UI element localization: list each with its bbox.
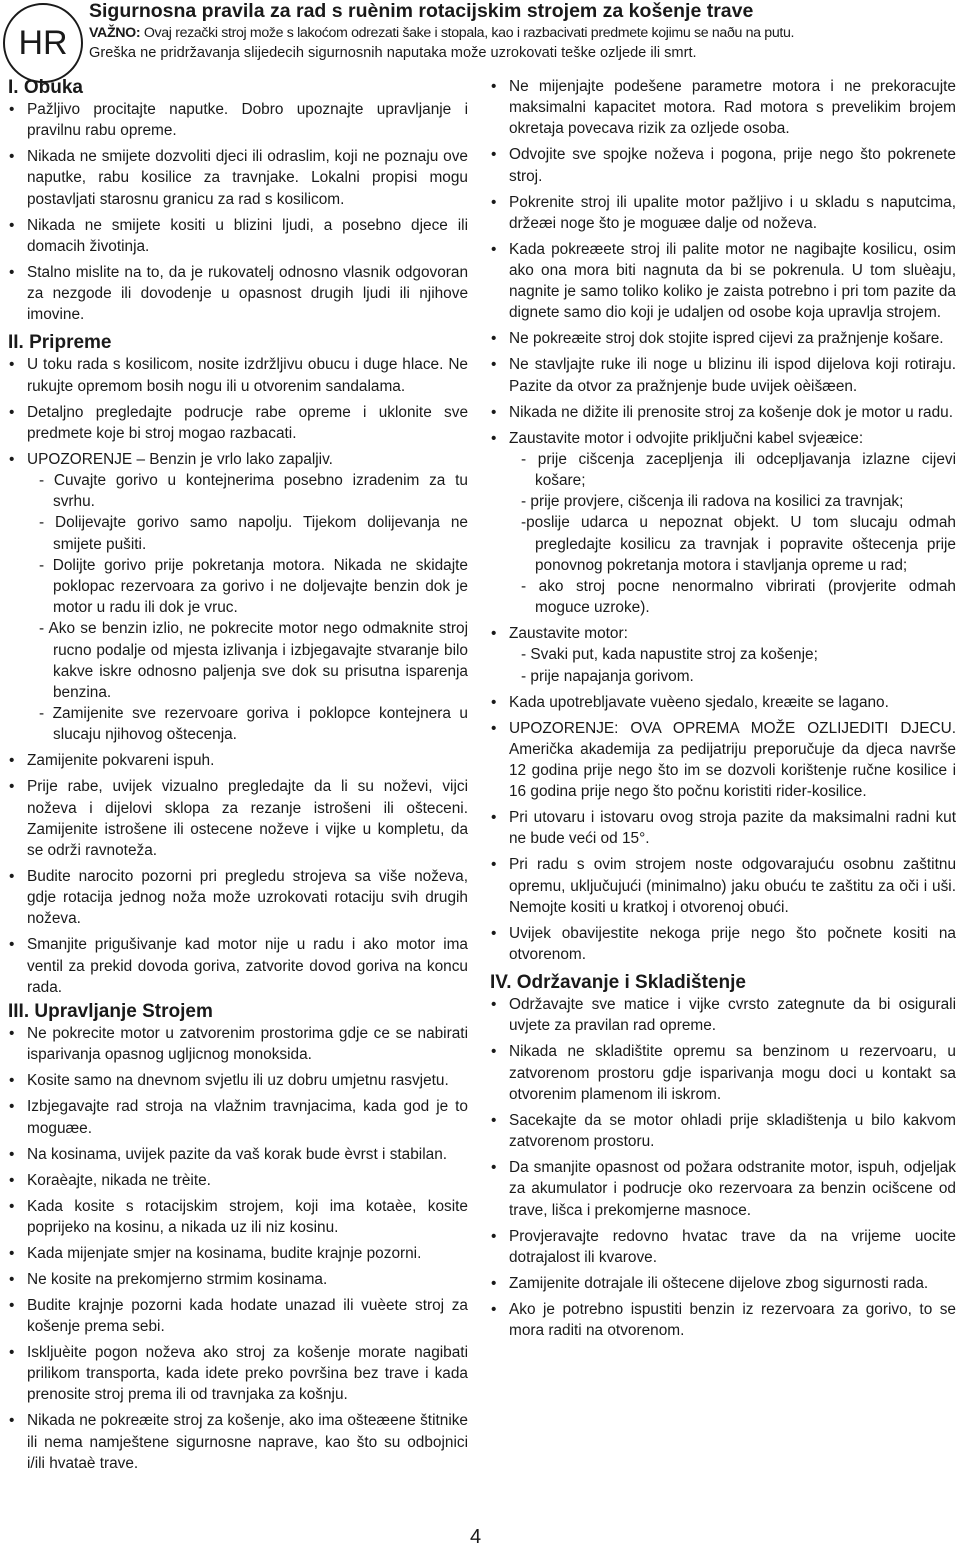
list-item: • Kada kosite s rotacijskim strojem, koji ima kotaèe, kosite poprijeko na kosinu, a nikada uz ili niz kosinu. (8, 1196, 468, 1238)
sub-item: - prije provjere, cišcenja ili radova na kosilici za travnjak; (521, 493, 904, 511)
page-title: Sigurnosna pravila za rad s ruènim rotacijskim strojem za košenje trave (89, 0, 754, 22)
warning-text: Ovaj rezački stroj može s lakoćom odrezati šake i stopala, kao i razbacivati predmete kojimu se naðu na putu. (140, 25, 795, 41)
list-item: • Prije rabe, uvijek vizualno pregledajte da li su noževi, vijci noževa i dijelovi sklopa za rezanje istrošeni ili ošteceni. Zamijenite istrošene ili ostecene noževe i vijke u kompletu, da se održi ravnoteža. (8, 776, 468, 861)
list-item: • Izbjegavajte rad stroja na vlažnim travnjacima, kada god je to moguæe. (8, 1096, 468, 1138)
list-item: • Ne kosite na prekomjerno strmim kosinama. (8, 1269, 468, 1290)
list-item: • Budite krajnje pozorni kada hodate unazad ili vuèete stroj za košenje prema sebi. (8, 1295, 468, 1337)
list-item: • Ne mijenjajte podešene parametre motora i ne prekoracujte maksimalni kapacitet motora. Rad motora s prevelikim brojem okretaja povecava rizik za ozljede osoba. (490, 76, 956, 140)
right-column (490, 76, 956, 1341)
list-item: • Stalno mislite na to, da je rukovatelj odnosno vlasnik odgovoran za nezgode ili dovodenje u opasnost drugih ljudi ili njihove imovine. (8, 262, 468, 326)
list-item: • Nikada ne smijete dozvoliti djeci ili odraslim, koji ne poznaju ove naputke, rabu kosilice za travnjake. Lokalni propisi mogu postavljati starosnu granicu za rad s kosilicom. (8, 146, 468, 210)
list-item: • Pokrenite stroj ili upalite motor pažljivo i u skladu s naputcima, držeæi noge što je moguæe dalje od noževa. (490, 192, 956, 234)
list-upravljanje-continued (490, 76, 956, 965)
sub-item: -poslije udarca u nepoznat objekt. U tom slucaju odmah pregledajte kosilicu za travnjak i popravite oštecenja prije ponovnog pokretanja motora i stavljanja opreme u rad; (521, 514, 956, 574)
sub-item: - prije napajanja gorivom. (521, 667, 694, 685)
sub-item: - Dolijte gorivo prije pokretanja motora. Nikada ne skidajte poklopac rezervoara za gorivo i ne doljevajte benzin dok je motor u radu ili dok je vruc. (39, 556, 468, 617)
list-item: • Zamijenite pokvareni ispuh. (8, 750, 468, 771)
list-item: • Zamijenite dotrajale ili oštecene dijelove zbog sigurnosti rada. (490, 1273, 956, 1294)
list-item: • Ne pokreæite stroj dok stojite ispred cijevi za pražnjenje košare. (490, 328, 956, 349)
list-item: • Ako je potrebno ispustiti benzin iz rezervoara za gorivo, to se mora raditi na otvorenom. (490, 1299, 956, 1341)
sub-item: - Zamijenite sve rezervoare goriva i poklopce kontejnera u slucaju njihovog oštecenja. (39, 705, 468, 744)
spark-plug-subitems (509, 449, 956, 619)
left-column (8, 76, 468, 1474)
list-item: • Ne pokrecite motor u zatvorenim prostorima gdje ce se nabirati isparivanja opasnog ugljicnog monoksida. (8, 1023, 468, 1065)
sub-item: - prije cišcenja zacepljenja ili odcepljavanja izlazne cijevi košare; (521, 450, 956, 490)
list-item: • Kada mijenjate smjer na kosinama, budite krajnje pozorni. (8, 1243, 468, 1264)
list-item (8, 449, 468, 746)
list-item: • Održavajte sve matice i vijke cvrsto zategnute da bi osigurali uvjete za pravilan rad opreme. (490, 994, 956, 1036)
stop-motor-subitems (509, 644, 956, 686)
list-item: • Na kosinama, uvijek pazite da vaš korak bude èvrst i stabilan. (8, 1144, 468, 1165)
list-item: • Pri utovaru i istovaru ovog stroja pazite da maksimalni radni kut ne bude veći od 15°. (490, 807, 956, 849)
list-item: • Kada upotrebljavate vuèeno sjedalo, kreæite se lagano. (490, 692, 956, 713)
section-heading-odrzavanje: IV. Održavanje i Skladištenje (490, 972, 746, 994)
list-item: • Kada pokreæete stroj ili palite motor ne nagibajte kosilicu, osim ako ona mora biti nagnuta da bi se pokrenula. U tom sluèaju, nagnite je samo toliko koliko je zaista potrebno i pri tom pazite da dignete samo dio koji je udaljen od osobe koja upravlja strojem. (490, 239, 956, 324)
list-item: • Da smanjite opasnost od požara odstranite motor, ispuh, odjeljak za akumulator i podrucje oko rezervoara za benzin ocišcene od trave, lišca i prekomjerne masnoce. (490, 1157, 956, 1221)
list-item (490, 623, 956, 687)
list-item: • Pažljivo procitajte naputke. Dobro upoznajte upravljanje i pravilnu rabu opreme. (8, 99, 468, 141)
section-heading-obuka: I. Obuka (8, 77, 83, 98)
list-item: • Nikada ne skladištite opremu sa benzinom u rezervoaru, u zatvorenom prostoru gdje isparivanja mogu doci u kontakt sa otvorenim plamenom ili iskrom. (490, 1041, 956, 1105)
section-heading-upravljanje: III. Upravljanje Strojem (8, 1001, 213, 1023)
warning-label: VAŽNO: (89, 25, 141, 41)
list-item: • UPOZORENJE: OVA OPREMA MOŽE OZLIJEDITI DJECU. Američka akademija za pedijatriju preporučuje da djeca navrše 12 godina prije nego što im se dozvoli korištenje ručne kosilice i 16 godina prije nego što počnu koristiti rider-kosilice. (490, 718, 956, 803)
list-item: • Detaljno pregledajte podrucje rabe opreme i uklonite sve predmete koje bi stroj mogao razbacati. (8, 402, 468, 444)
page-number: 4 (470, 1526, 482, 1548)
section-heading-pripreme: II. Pripreme (8, 332, 112, 354)
page-header (89, 0, 959, 63)
spark-plug-instruction: Zaustavite motor i odvojite priključni kabel svjeæice: (509, 429, 864, 447)
warning-line (89, 23, 959, 43)
stop-motor-instruction: Zaustavite motor: (509, 625, 628, 643)
sub-item: - ako stroj pocne nenormalno vibrirati (provjerite odmah moguce uzroke). (521, 578, 956, 617)
list-item: • Ne stavljajte ruke ili noge u blizinu ili ispod dijelova koji rotiraju. Pazite da otvor za pražnjenje bude uvijek oèišæen. (490, 354, 956, 396)
sub-item: - Svaki put, kada napustite stroj za košenje; (521, 646, 818, 664)
list-item: • Provjeravajte redovno hvatac trave da na vrijeme uocite dotrajalost ili kvarove. (490, 1226, 956, 1268)
list-item: • Kosite samo na dnevnom svjetlu ili uz dobru umjetnu rasvjetu. (8, 1070, 468, 1091)
list-odrzavanje (490, 994, 956, 1341)
list-item: • Nikada ne dižite ili prenosite stroj za košenje dok je motor u radu. (490, 402, 956, 423)
list-item: • Nikada ne pokreæite stroj za košenje, ako ima ošteæene štitnike ili nema namještene sigurnosne naprave, kao što su odbojnici i/ili hvataè trave. (8, 1410, 468, 1474)
list-obuka (8, 99, 468, 325)
fuel-warning: UPOZORENJE – Benzin je vrlo lako zapaljiv. (27, 450, 333, 468)
language-badge: HR (3, 3, 83, 83)
list-item: • Budite narocito pozorni pri pregledu strojeva sa više noževa, gdje rotacija jednog noža može uzrokovati rotaciju svih drugih noževa. (8, 866, 468, 930)
list-item: • Uvijek obavijestite nekoga prije nego što počnete kositi na otvorenom. (490, 923, 956, 965)
list-item (490, 428, 956, 619)
sub-item: - Cuvajte gorivo u kontejnerima posebno izradenim za tu svrhu. (39, 472, 468, 511)
fuel-subitems (27, 470, 468, 746)
list-item: • Koraèajte, nikada ne trèite. (8, 1170, 468, 1191)
list-item: • Sacekajte da se motor ohladi prije skladištenja u bilo kakvom zatvorenom prostoru. (490, 1110, 956, 1152)
list-item: • Smanjite prigušivanje kad motor nije u radu i ako motor ima ventil za prekid dovoda goriva, zatvorite dovod goriva na koncu rada. (8, 934, 468, 998)
sub-item: - Ako se benzin izlio, ne pokrecite motor nego odmaknite stroj rucno podalje od mjesta izlivanja i izbjegavajte stvaranje bilo kakve iskre odnosno paljenja sve dok su prisutna isparenja benzina. (39, 620, 468, 702)
list-item: • Iskljuèite pogon noževa ako stroj za košenje morate nagibati prilikom transporta, kada idete preko površina bez trave i kada prenosite stroj prema ili od travnjaka za košnju. (8, 1342, 468, 1406)
list-upravljanje (8, 1023, 468, 1474)
page-subtitle: Greška ne pridržavanja slijedecih sigurnosnih naputaka može uzrokovati teške ozljede ili smrt. (89, 45, 697, 61)
list-item: • Nikada ne smijete kositi u blizini ljudi, a posebno djece ili domacih životinja. (8, 215, 468, 257)
list-item: • U toku rada s kosilicom, nosite izdržljivu obucu i duge hlace. Ne rukujte opremom bosih nogu ili u otvorenim sandalama. (8, 354, 468, 396)
list-pripreme (8, 354, 468, 998)
list-item: • Pri radu s ovim strojem noste odgovarajuću osobnu zaštitnu opremu, uključujući (minimalno) jaku obuću te zaštitu za oči i uši. Nemojte kositi u kratkoj i otvorenoj obući. (490, 854, 956, 918)
list-item: • Odvojite sve spojke noževa i pogona, prije nego što pokrenete stroj. (490, 144, 956, 186)
sub-item: - Dolijevajte gorivo samo napolju. Tijekom dolijevanja ne smijete pušiti. (39, 514, 468, 553)
